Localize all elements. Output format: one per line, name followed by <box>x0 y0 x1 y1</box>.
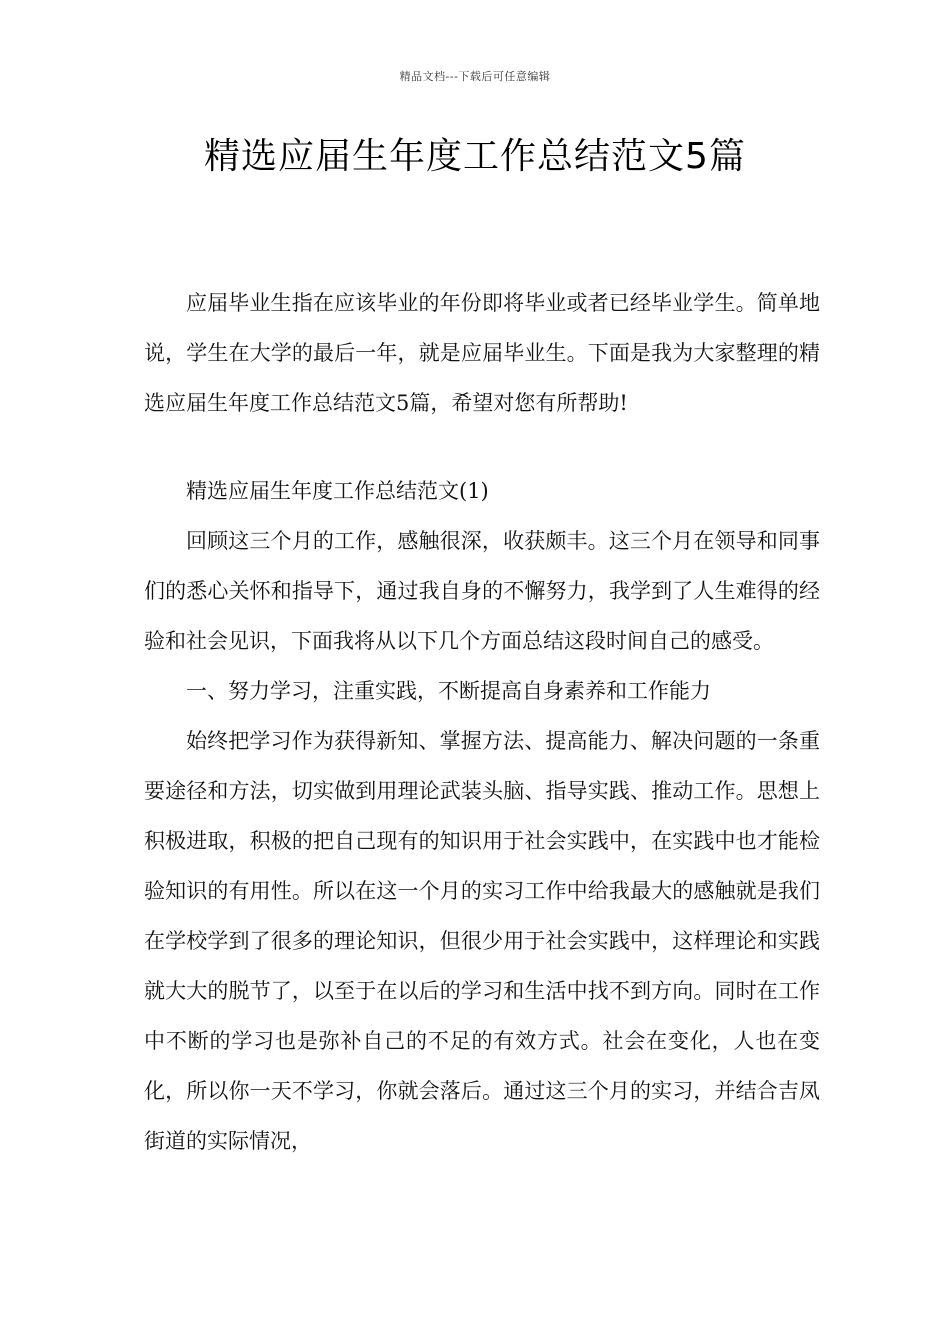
subsection-heading: 一、努力学习，注重实践，不断提高自身素养和工作能力 <box>186 679 711 703</box>
body-paragraph: 回顾这三个月的工作，感触很深，收获颇丰。这三个月在领导和同事们的悉心关怀和指导下，通过我自身的不懈努力，我学到了人生难得的经验和社会见识，下面我将从以下几个方面总结这段时间自己的感受。 <box>144 529 820 653</box>
section-heading: 精选应届生年度工作总结范文(1) <box>186 479 489 503</box>
document-title: 精选应届生年度工作总结范文5篇 <box>204 136 746 177</box>
document-body <box>144 278 820 1166</box>
body-paragraph: 始终把学习作为获得新知、掌握方法、提高能力、解决问题的一条重要途径和方法，切实做到用理论武装头脑、指导实践、推动工作。思想上积极进取，积极的把自己现有的知识用于社会实践中，在实践中也才能检验知识的有用性。所以在这一个月的实习工作中给我最大的感触就是我们在学校学到了很多的理论知识，但很少用于社会实践中，这样理论和实践就大大的脱节了，以至于在以后的学习和生活中找不到方向。同时在工作中不断的学习也是弥补自己的不足的有效方式。社会在变化，人也在变化，所以你一天不学习，你就会落后。通过这三个月的实习，并结合吉凤街道的实际情况， <box>144 729 820 1153</box>
header-note: 精品文档---下载后可任意编辑 <box>399 70 551 83</box>
intro-paragraph: 应届毕业生指在应该毕业的年份即将毕业或者已经毕业学生。简单地说，学生在大学的最后一年，就是应届毕业生。下面是我为大家整理的精选应届生年度工作总结范文5篇，希望对您有所帮助! <box>144 291 820 415</box>
